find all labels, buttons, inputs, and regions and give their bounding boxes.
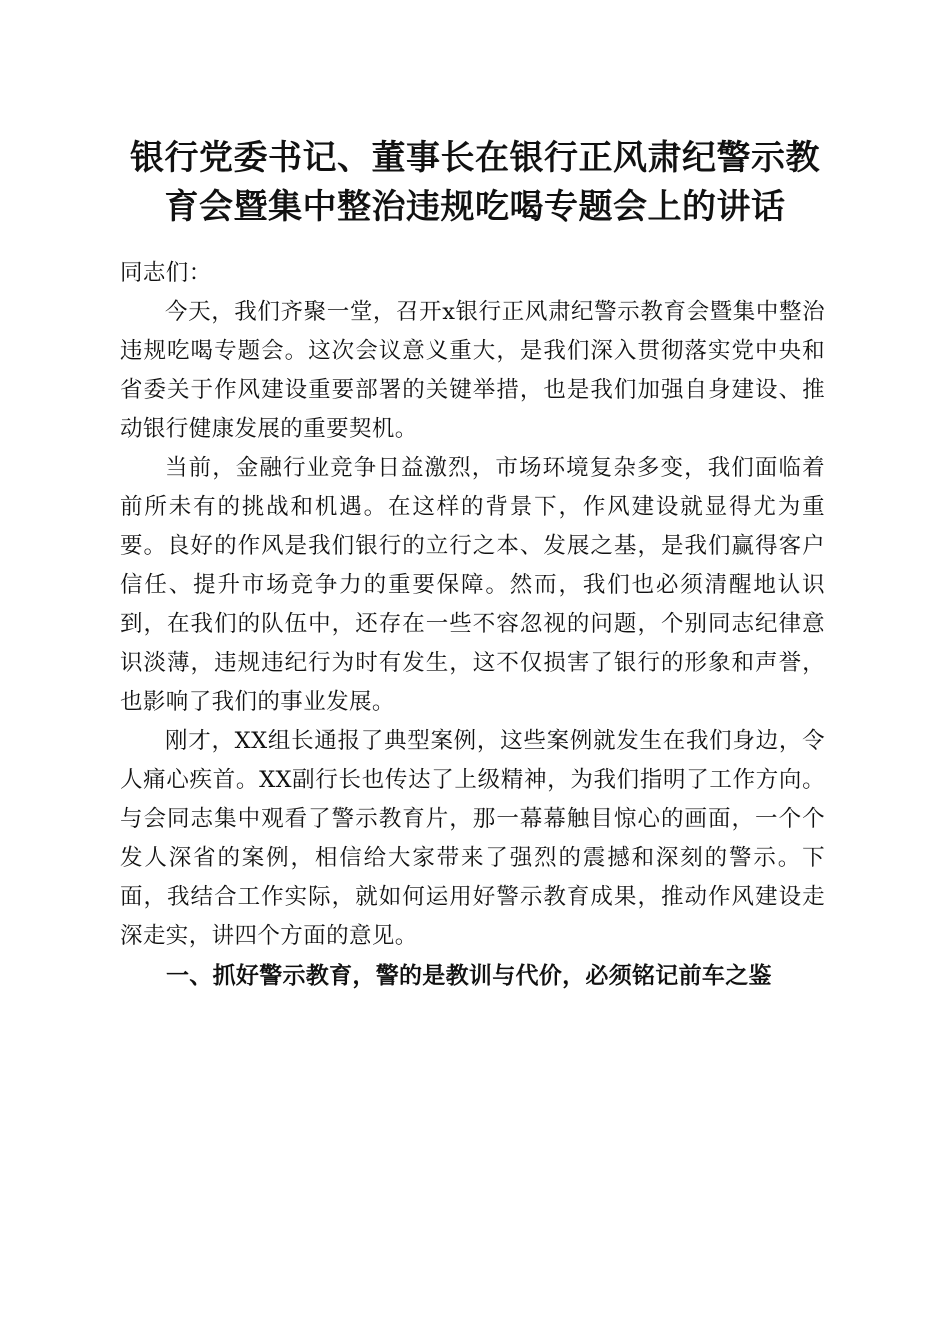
title-line-1: 银行党委书记、董事长在银行正风肃纪警示教 [130, 138, 820, 178]
document-title [110, 134, 840, 232]
section-heading-1: 一、抓好警示教育，警的是教训与代价，必须铭记前车之鉴 [166, 963, 772, 989]
title-line-2: 育会暨集中整治违规吃喝专题会上的讲话 [164, 187, 786, 227]
paragraph-2: 当前，金融行业竞争日益激烈，市场环境复杂多变，我们面临着前所未有的挑战和机遇。在这样的背景下，作风建设就显得尤为重要。良好的作风是我们银行的立行之本、发展之基，是我们赢得客户信任、提升市场竞争力的重要保障。然而，我们也必须清醒地认识到，在我们的队伍中，还存在一些不容忽视的问题，个别同志纪律意识淡薄，违规违纪行为时有发生，这不仅损害了银行的形象和声誉，也影响了我们的事业发展。 [120, 455, 825, 715]
document-body [120, 254, 825, 996]
salutation: 同志们： [120, 260, 212, 286]
paragraph-1: 今天，我们齐聚一堂，召开x银行正风肃纪警示教育会暨集中整治违规吃喝专题会。这次会议意义重大，是我们深入贯彻落实党中央和省委关于作风建设重要部署的关键举措，也是我们加强自身建设、推动银行健康发展的重要契机。 [120, 299, 825, 442]
paragraph-3: 刚才，XX组长通报了典型案例，这些案例就发生在我们身边，令人痛心疾首。XX副行长也传达了上级精神，为我们指明了工作方向。与会同志集中观看了警示教育片，那一幕幕触目惊心的画面，一个个发人深省的案例，相信给大家带来了强烈的震撼和深刻的警示。下面，我结合工作实际，就如何运用好警示教育成果，推动作风建设走深走实，讲四个方面的意见。 [120, 728, 825, 949]
